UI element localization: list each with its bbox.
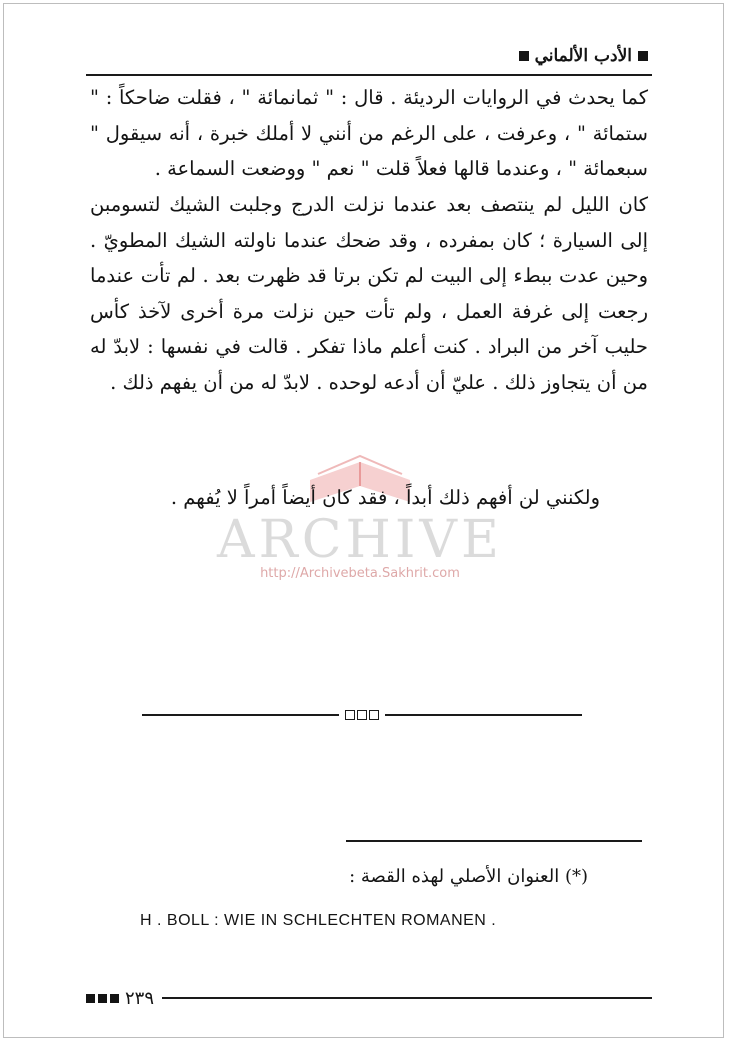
- watermark-text: ARCHIVE: [217, 510, 503, 570]
- running-header: [90, 46, 648, 66]
- footer-rule: [162, 997, 652, 999]
- footnote-original-title: H . BOLL : WIE IN SCHLECHTEN ROMANEN .: [140, 912, 497, 929]
- header-square-right: [638, 51, 648, 61]
- section-divider: [142, 708, 582, 722]
- closing-line: ولكنني لن أفهم ذلك أبداً ، فقد كان أيضاً أمراً لا يُفهم .: [170, 486, 600, 509]
- footnote-arabic: (*) العنوان الأصلي لهذه القصة :: [349, 866, 588, 887]
- watermark-url: http://Archivebeta.Sakhrit.com: [260, 566, 460, 581]
- header-title: الأدب الألماني: [534, 46, 632, 66]
- paragraph-1: كما يحدث في الروايات الرديئة . قال : " ثمانمائة " ، فقلت ضاحكاً : " ستمائة " ، وعرفت ، على الرغم من أنني لا أملك خبرة ، أنه سيقول " سبعمائة " ، وعندما قالها فعلاً قلت " نعم " ووضعت السماعة .: [90, 86, 648, 180]
- header-square-left: [519, 51, 529, 61]
- footnote-rule: [346, 840, 642, 842]
- page-number: ٢٣٩: [125, 987, 155, 1009]
- header-rule: [86, 74, 652, 76]
- page-footer: [86, 988, 652, 1008]
- divider-line-left: [142, 714, 339, 716]
- footer-squares: [86, 994, 119, 1003]
- divider-ornament: [345, 710, 379, 720]
- divider-line-right: [385, 714, 582, 716]
- paragraph-2: كان الليل لم ينتصف بعد عندما نزلت الدرج وجلبت الشيك لتسومبن إلى السيارة ؛ كان بمفرده ، وقد ضحك عندما ناولته الشيك المطويّ . وحين عدت ببطء إلى البيت لم تكن برتا قد ظهرت بعد . لم تأت عندما رجعت إلى غرفة العمل ، ولم تأت حين نزلت مرة أخرى لآخذ كأس حليب آخر من البراد . كنت أعلم ماذا تفكر . قالت في نفسها : لابدّ له من أن يتجاوز ذلك . عليّ أن أدعه لوحده . لابدّ له من أن يفهم ذلك .: [90, 193, 648, 394]
